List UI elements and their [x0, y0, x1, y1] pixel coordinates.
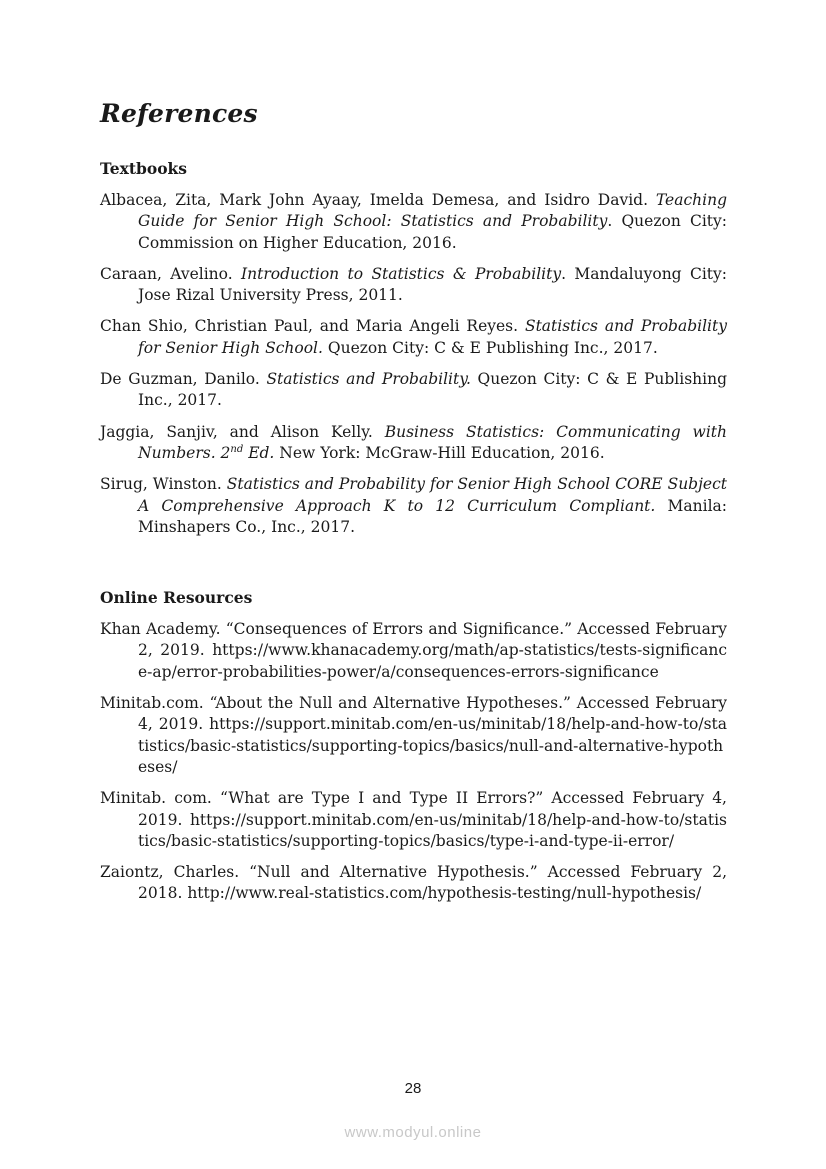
online-resources-heading: Online Resources: [100, 588, 253, 608]
reference-url[interactable]: https://support.minitab.com/en-us/minitab/18/help-and-how-to/statistics/basic-statistics/supporting-topics/basics/type-i-and-type-ii-error/: [138, 810, 727, 850]
reference-url[interactable]: https://support.minitab.com/en-us/minitab/18/help-and-how-to/statistics/basic-statistics/supporting-topics/basics/null-and-alternative-hypotheses/: [138, 715, 727, 776]
reference-item: Zaiontz, Charles. “Null and Alternative Hypothesis.” Accessed February 2, 2018. http://www.real-statistics.com/hypothesis-testing/null-hypothesis/: [100, 863, 727, 903]
online-resources-list: [100, 619, 727, 905]
reference-item: Sirug, Winston. Statistics and Probability for Senior High School CORE Subject A Comprehensive Approach K to 12 Curriculum Compliant. Manila: Minshapers Co., Inc., 2017.: [100, 475, 727, 536]
reference-item: Khan Academy. “Consequences of Errors and Significance.” Accessed February 2, 2019. https://www.khanacademy.org/math/ap-statistics/tests-significance-ap/error-probabilities-power/a/consequences-errors-significance: [100, 620, 727, 681]
page-title: References: [100, 99, 258, 128]
reference-item: Jaggia, Sanjiv, and Alison Kelly. Business Statistics: Communicating with Numbers. 2nd Ed. New York: McGraw-Hill Education, 2016.: [100, 422, 727, 462]
reference-item: Minitab. com. “What are Type I and Type II Errors?” Accessed February 4, 2019. https://support.minitab.com/en-us/minitab/18/help-and-how-to/statistics/basic-statistics/supporting-topics/basics/type-i-and-type-ii-error/: [100, 789, 727, 850]
page-number: 28: [404, 1080, 422, 1097]
reference-item: De Guzman, Danilo. Statistics and Probability. Quezon City: C & E Publishing Inc., 2017.: [100, 370, 728, 410]
watermark: www.modyul.online: [344, 1124, 482, 1141]
textbooks-list: [100, 190, 727, 538]
references-page: [100, 96, 727, 905]
reference-item: Minitab.com. “About the Null and Alternative Hypotheses.” Accessed February 4, 2019. https://support.minitab.com/en-us/minitab/18/help-and-how-to/statistics/basic-statistics/supporting-topics/basics/null-and-alternative-hypotheses/: [100, 694, 727, 776]
reference-item: Caraan, Avelino. Introduction to Statistics & Probability. Mandaluyong City: Jose Rizal University Press, 2011.: [100, 264, 727, 305]
reference-item: Albacea, Zita, Mark John Ayaay, Imelda Demesa, and Isidro David. Teaching Guide for Senior High School: Statistics and Probability. Quezon City: Commission on Higher Education, 2016.: [100, 191, 727, 252]
reference-item: Chan Shio, Christian Paul, and Maria Angeli Reyes. Statistics and Probability for Senior High School. Quezon City: C & E Publishing Inc., 2017.: [100, 317, 727, 357]
reference-url[interactable]: https://www.khanacademy.org/math/ap-statistics/tests-significance-ap/error-probabilities-power/a/consequences-errors-significance: [138, 641, 727, 681]
reference-url[interactable]: http://www.real-statistics.com/hypothesis-testing/null-hypothesis/: [187, 884, 702, 903]
textbooks-heading: Textbooks: [100, 159, 187, 178]
